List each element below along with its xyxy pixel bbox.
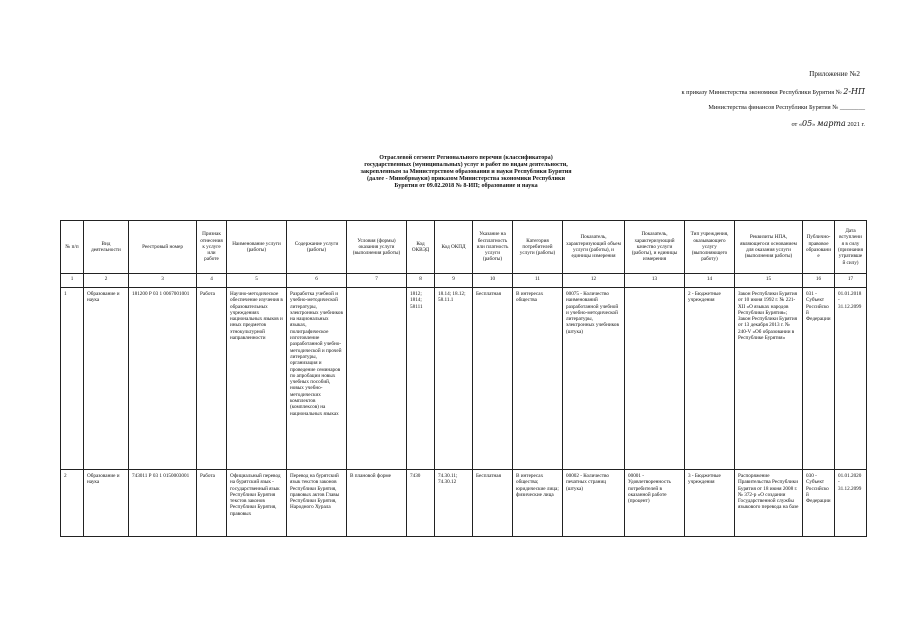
column-number: 3	[129, 274, 197, 288]
table-cell: 00002 - Количество печатных страниц (штука)	[563, 470, 625, 537]
table-cell: Научно-методическое обеспечение изучения в образовательных учреждениях национальных языков и иных предметов этнокультурной направленности	[227, 288, 287, 470]
table-row	[61, 470, 867, 537]
table-cell: Распоряжение Правительства Республики Бурятия от 18 июня 2008 г. № 372-р «О создании Государственной службы языкового перевода на базе	[735, 470, 803, 537]
column-number: 6	[287, 274, 347, 288]
table-cell: 1812; 1814; 58111	[407, 288, 435, 470]
column-number: 2	[84, 274, 129, 288]
table-cell: 01.01.2018 - 31.12.2099	[835, 288, 867, 470]
table-cell: 031 - Субъект Российской Федерации	[803, 288, 835, 470]
date-line-prefix: от «	[791, 121, 802, 128]
table-cell: 2	[61, 470, 84, 537]
column-header: Тип учреждения, оказывающего услугу (выполняющего работу)	[685, 221, 735, 274]
table-cell: Работа	[197, 288, 227, 470]
column-number-row	[61, 274, 867, 288]
date-line: от «05» марта 2021 г.	[791, 119, 865, 128]
column-header: Реквизиты НПА, являющегося основанием для оказания услуги (выполнения работы)	[735, 221, 803, 274]
table-cell: В плановой форме	[347, 470, 407, 537]
table-row	[61, 288, 867, 470]
table-cell: 1	[61, 288, 84, 470]
column-number: 17	[835, 274, 867, 288]
table-cell: В интересах общества; юридические лица; физические лица	[513, 470, 563, 537]
table-cell: 18.14; 18.12; 58.11.1	[435, 288, 473, 470]
date-month-handwritten: марта	[816, 119, 846, 128]
table-cell: Закон Республики Бурятия от 10 июня 1992 г. № 221-XII «О языках народов Республики Бурятия»; Закон Республики Бурятия от 13 декабря 2013 г. № 240-V «Об образовании в Республике Бурятия»	[735, 288, 803, 470]
ministry-number-blank: ________	[839, 104, 865, 111]
column-number: 8	[407, 274, 435, 288]
column-header: Условия (формы) оказания услуги (выполнения работы)	[347, 221, 407, 274]
column-header: Дата вступления в силу (признания утратившей силу)	[835, 221, 867, 274]
column-number: 9	[435, 274, 473, 288]
table-cell	[347, 288, 407, 470]
table-cell: 01.01.2020 - 31.12.2099	[835, 470, 867, 537]
column-header: Публично-правовое образование	[803, 221, 835, 274]
ministry-line	[708, 104, 865, 112]
table-cell: 743011 Р 03 1 0150003001	[129, 470, 197, 537]
column-number: 5	[227, 274, 287, 288]
column-number: 16	[803, 274, 835, 288]
table-cell: Образование и наука	[84, 470, 129, 537]
column-header: Показатель, характеризующий объем услуги (работы), и единицы измерения	[563, 221, 625, 274]
header-row	[61, 221, 867, 274]
table-cell: 00001 - Удовлетворенность потребителей в оказанной работе (процент)	[625, 470, 685, 537]
table-cell: Официальный перевод на бурятский язык - государственный язык Республики Бурятия текстов законов Республики Бурятия, правовых	[227, 470, 287, 537]
table-cell: Бесплатная	[473, 470, 513, 537]
date-day-handwritten: 05	[801, 119, 813, 128]
register-table	[60, 220, 867, 537]
column-number: 15	[735, 274, 803, 288]
column-header: Признак отнесения к услуге или работе	[197, 221, 227, 274]
table-cell: Перевод на бурятский язык текстов законов Республики Бурятия, правовых актов Главы Республики Бурятия, Народного Хурала	[287, 470, 347, 537]
table-cell: 181200 Р 03 1 0067001001	[129, 288, 197, 470]
column-header: Содержание услуги (работы)	[287, 221, 347, 274]
table-cell: Работа	[197, 470, 227, 537]
column-header: Код ОКПД	[435, 221, 473, 274]
appendix-label: Приложение №2	[809, 70, 860, 78]
column-header: Наименование услуги (работы)	[227, 221, 287, 274]
table-cell: 3 - Бюджетные учреждения	[685, 470, 735, 537]
table-cell: Бесплатная	[473, 288, 513, 470]
column-header: Код ОКВЭД	[407, 221, 435, 274]
table-cell	[625, 288, 685, 470]
table-cell: 030 - Субъект Российской Федерации	[803, 470, 835, 537]
column-number: 13	[625, 274, 685, 288]
date-year: 2021 г.	[847, 121, 865, 128]
column-number: 11	[513, 274, 563, 288]
column-header: № п/п	[61, 221, 84, 274]
column-number: 12	[563, 274, 625, 288]
column-header: Указание на бесплатность или платность услуги (работы)	[473, 221, 513, 274]
column-number: 1	[61, 274, 84, 288]
table-cell: 2 - Бюджетные учреждения	[685, 288, 735, 470]
table-cell: Разработка учебной и учебно-методической литературы, электронных учебников на национальных языках, полиграфическое изготовление разработанной учебно-методической и прочей литературы, организация и проведение семинаров по апробации новых учебных пособий, новых учебно-методических комплектов (комплексов) на национальных языках	[287, 288, 347, 470]
column-number: 14	[685, 274, 735, 288]
order-number-handwritten: 2-НП	[843, 87, 865, 96]
table-cell: В интересах общества	[513, 288, 563, 470]
table-cell: 00075 - Количество наименований разработанной учебной и учебно-методической литературы, электронных учебников (штука)	[563, 288, 625, 470]
column-header: Реестровый номер	[129, 221, 197, 274]
column-number: 10	[473, 274, 513, 288]
column-header: Показатель, характеризующий качество услуги (работы), и единицы измерения	[625, 221, 685, 274]
table-cell: Образование и наука	[84, 288, 129, 470]
column-number: 4	[197, 274, 227, 288]
ministry-line-text: Министерства финансов Республики Бурятия №	[708, 104, 839, 111]
order-line	[682, 88, 865, 97]
column-header: Категория потребителей услуги (работы)	[513, 221, 563, 274]
order-line-text: к приказу Министерства экономики Республики Бурятия №	[681, 89, 842, 96]
document-title: Отраслевой сегмент Регионального перечня (классификатора) государственных (муниципальных) услуг и работ по видам деятельности, закрепленным за Министерством образования и науки Республики Бурятия (далее - Минобрнауки) приказом Министерства экономики Республики Бурятия от 09.02.2018 № 8-ИП; образование и наука	[360, 155, 572, 190]
column-number: 7	[347, 274, 407, 288]
table-cell: 7430	[407, 470, 435, 537]
table-cell: 74.30.11; 74.30.12	[435, 470, 473, 537]
column-header: Вид деятельности	[84, 221, 129, 274]
